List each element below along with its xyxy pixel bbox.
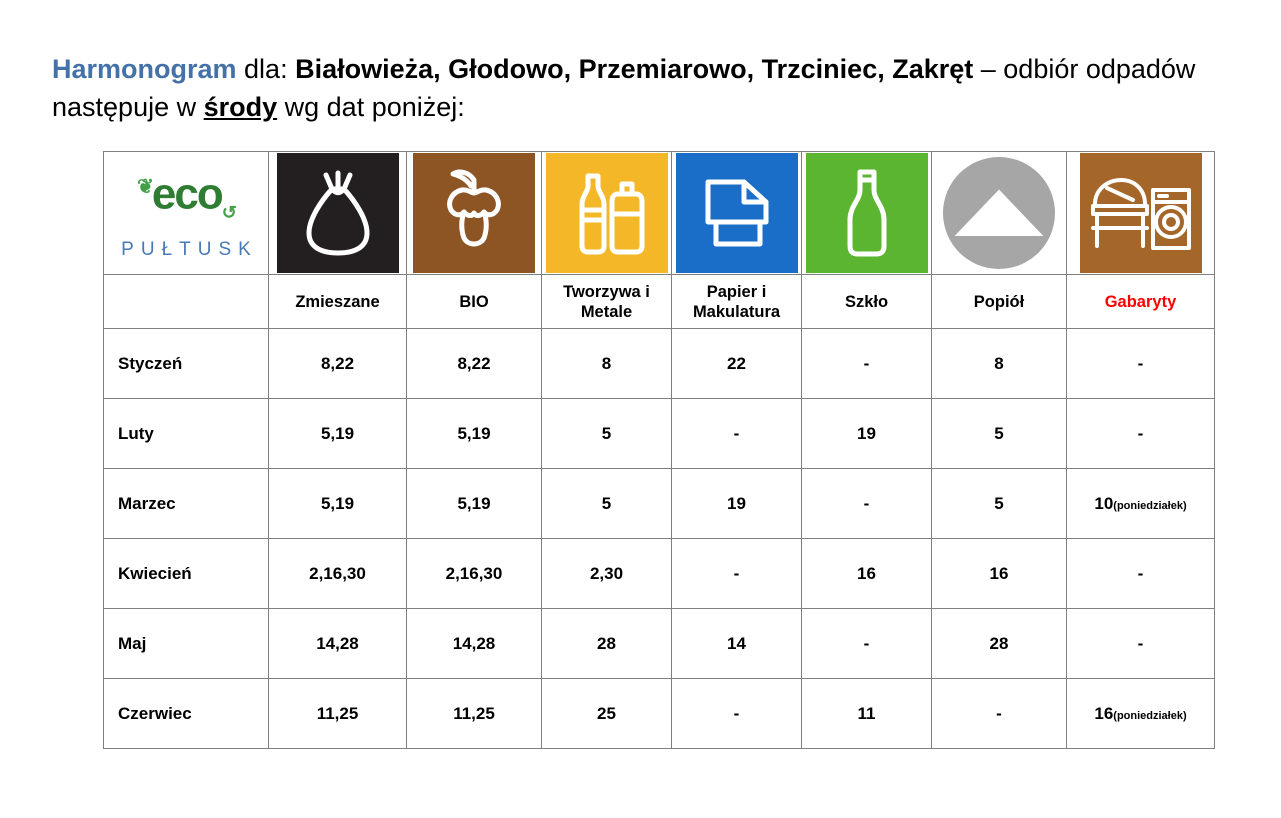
table-row — [104, 329, 1215, 399]
page-title-highlight: Harmonogram — [52, 54, 237, 84]
cell-bio: 14,28 — [407, 609, 542, 679]
cell-popiol: 16 — [932, 539, 1067, 609]
cell-popiol: 8 — [932, 329, 1067, 399]
page-title-day: środy — [203, 92, 278, 122]
cell-papier: - — [672, 679, 802, 749]
glass-icon-cell — [802, 152, 932, 275]
cell-bio: 5,19 — [407, 469, 542, 539]
cell-gabaryty — [1067, 469, 1215, 539]
page-title-middle: – odbiór odpadów następuje w — [52, 54, 1196, 122]
cell-bio: 11,25 — [407, 679, 542, 749]
cell-papier: - — [672, 399, 802, 469]
cell-gabaryty — [1067, 399, 1215, 469]
header-empty — [104, 275, 269, 329]
month-label: Czerwiec — [104, 679, 269, 749]
cell-bio: 2,16,30 — [407, 539, 542, 609]
page-title-suffix: wg dat poniżej: — [277, 92, 465, 122]
cell-szklo: - — [802, 469, 932, 539]
month-label: Kwiecień — [104, 539, 269, 609]
logo-name: eco — [151, 169, 222, 219]
paper-icon-cell — [672, 152, 802, 275]
cell-papier: 14 — [672, 609, 802, 679]
cell-zmieszane: 14,28 — [269, 609, 407, 679]
cell-popiol: 5 — [932, 399, 1067, 469]
cell-zmieszane: 5,19 — [269, 469, 407, 539]
table-row — [104, 539, 1215, 609]
ash-icon-cell — [932, 152, 1067, 275]
cell-gabaryty-note: (poniedziałek) — [1113, 709, 1187, 722]
cell-gabaryty-value: 10 — [1094, 493, 1114, 513]
cell-tworzywa: 5 — [542, 399, 672, 469]
bulky-icon-cell — [1067, 152, 1215, 275]
month-label: Marzec — [104, 469, 269, 539]
bio-apple-core-icon — [413, 153, 535, 273]
bulky-waste-furniture-icon — [1080, 153, 1202, 273]
cell-tworzywa: 28 — [542, 609, 672, 679]
cell-tworzywa: 5 — [542, 469, 672, 539]
collection-schedule-table — [103, 151, 1215, 749]
cell-papier: 22 — [672, 329, 802, 399]
table-row — [104, 609, 1215, 679]
cell-gabaryty — [1067, 679, 1215, 749]
cell-zmieszane: 2,16,30 — [269, 539, 407, 609]
page-title-for: dla: — [236, 54, 296, 84]
paper-sheets-icon — [676, 153, 798, 273]
mixed-waste-icon-cell — [269, 152, 407, 275]
cell-gabaryty — [1067, 539, 1215, 609]
header-bio: BIO — [407, 275, 542, 329]
logo-cell — [104, 152, 269, 275]
cell-gabaryty-value: 16 — [1094, 703, 1114, 723]
header-szklo: Szkło — [802, 275, 932, 329]
cell-popiol: 5 — [932, 469, 1067, 539]
recycle-mark-icon: ↺ — [221, 202, 235, 223]
month-label: Maj — [104, 609, 269, 679]
cell-zmieszane: 8,22 — [269, 329, 407, 399]
cell-gabaryty-value: - — [1137, 423, 1144, 443]
cell-szklo: 11 — [802, 679, 932, 749]
cell-gabaryty-value: - — [1137, 353, 1144, 373]
header-gabaryty: Gabaryty — [1067, 275, 1215, 329]
header-tworzywa-metale: Tworzywa i Metale — [542, 275, 672, 329]
cell-popiol: - — [932, 679, 1067, 749]
table-icon-row — [104, 152, 1215, 275]
table-row — [104, 679, 1215, 749]
page-title — [52, 50, 1232, 126]
cell-gabaryty-note: (poniedziałek) — [1113, 499, 1187, 512]
plastic-metal-bottles-icon — [546, 153, 668, 273]
cell-tworzywa: 8 — [542, 329, 672, 399]
cell-gabaryty-value: - — [1137, 633, 1144, 653]
month-label: Luty — [104, 399, 269, 469]
month-label: Styczeń — [104, 329, 269, 399]
table-row — [104, 399, 1215, 469]
header-zmieszane: Zmieszane — [269, 275, 407, 329]
cell-gabaryty — [1067, 609, 1215, 679]
cell-gabaryty-value: - — [1137, 563, 1144, 583]
eco-pultusk-logo-icon — [137, 165, 235, 234]
ash-pile-icon — [943, 157, 1055, 269]
cell-bio: 5,19 — [407, 399, 542, 469]
header-papier-makulatura: Papier i Makulatura — [672, 275, 802, 329]
cell-szklo: - — [802, 609, 932, 679]
cell-zmieszane: 5,19 — [269, 399, 407, 469]
cell-szklo: - — [802, 329, 932, 399]
glass-bottle-icon — [806, 153, 928, 273]
cell-tworzywa: 2,30 — [542, 539, 672, 609]
logo-city: PUŁTUSK — [121, 238, 258, 260]
leaf-icon: ❦ — [137, 176, 152, 199]
mixed-waste-bag-icon — [277, 153, 399, 273]
cell-popiol: 28 — [932, 609, 1067, 679]
cell-tworzywa: 25 — [542, 679, 672, 749]
cell-papier: - — [672, 539, 802, 609]
header-popiol: Popiół — [932, 275, 1067, 329]
bio-icon-cell — [407, 152, 542, 275]
plastic-metal-icon-cell — [542, 152, 672, 275]
cell-papier: 19 — [672, 469, 802, 539]
page-title-areas: Białowieża, Głodowo, Przemiarowo, Trzciniec, Zakręt — [295, 54, 974, 84]
cell-szklo: 19 — [802, 399, 932, 469]
table-header-row — [104, 275, 1215, 329]
cell-bio: 8,22 — [407, 329, 542, 399]
cell-szklo: 16 — [802, 539, 932, 609]
cell-gabaryty — [1067, 329, 1215, 399]
table-row — [104, 469, 1215, 539]
cell-zmieszane: 11,25 — [269, 679, 407, 749]
